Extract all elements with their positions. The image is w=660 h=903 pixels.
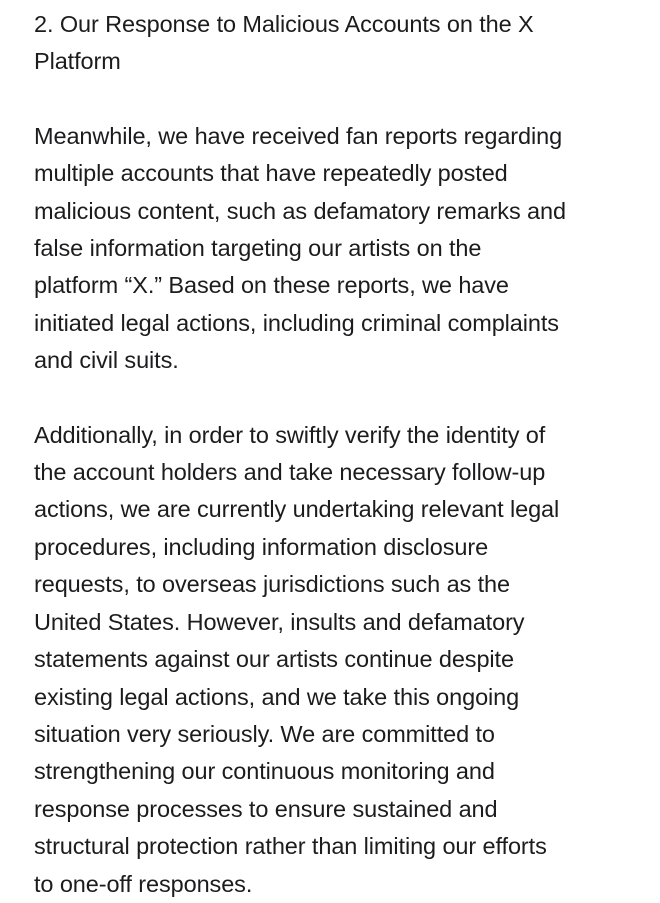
text-line: structural protection rather than limiting our efforts (34, 833, 547, 860)
text-line: actions, we are currently undertaking relevant legal (34, 496, 560, 523)
heading-line: 2. Our Response to Malicious Accounts on the X (34, 11, 534, 37)
text-line: response processes to ensure sustained and (34, 795, 498, 822)
text-line: malicious content, such as defamatory remarks and (34, 197, 566, 224)
section-heading (34, 6, 634, 81)
text-line: Additionally, in order to swiftly verify the identity of (34, 421, 546, 448)
text-line: and civil suits. (34, 347, 179, 374)
document-body (34, 6, 634, 903)
text-line: to one-off responses. (34, 870, 253, 897)
paragraph-spacer (34, 81, 634, 118)
paragraph-spacer (34, 380, 634, 417)
text-line: multiple accounts that have repeatedly posted (34, 160, 508, 187)
paragraph-legal-procedures (34, 417, 634, 903)
paragraph-fan-reports (34, 118, 634, 380)
text-line: false information targeting our artists on the (34, 235, 482, 262)
text-line: requests, to overseas jurisdictions such as the (34, 571, 510, 598)
text-line: existing legal actions, and we take this ongoing (34, 683, 520, 710)
text-line: Meanwhile, we have received fan reports regarding (34, 122, 563, 149)
text-line: procedures, including information disclosure (34, 533, 489, 560)
text-line: statements against our artists continue despite (34, 646, 514, 673)
text-line: situation very seriously. We are committed to (34, 720, 495, 747)
text-line: strengthening our continuous monitoring and (34, 758, 495, 785)
text-line: the account holders and take necessary follow-up (34, 459, 546, 486)
text-line: platform “X.” Based on these reports, we have (34, 272, 509, 299)
text-line: initiated legal actions, including criminal complaints (34, 309, 559, 336)
heading-line: Platform (34, 48, 121, 75)
text-line: United States. However, insults and defamatory (34, 608, 525, 635)
